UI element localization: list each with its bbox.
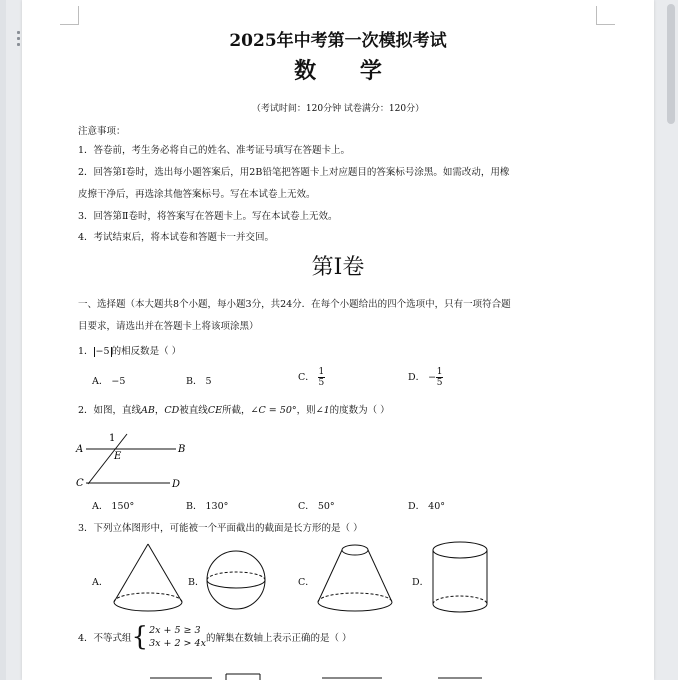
q2-option-c[interactable] [298,498,335,512]
option-label: B． [186,376,203,387]
fraction-denominator: 5 [436,378,443,388]
line-cd: CD [164,405,180,416]
stem-part: 所截， [222,405,251,416]
option-value: 150° [111,501,135,512]
q1-option-b[interactable] [186,373,212,387]
option-value: 50° [317,501,335,512]
figure-label-e: E [114,451,122,462]
question-1-stem-text: 的相反数是（ ） [111,346,182,357]
page-corner-mark-right [596,6,615,25]
option-value: 40° [428,501,445,512]
notice-line-4: 4．考试结束后，将本试卷和答题卡一并交回。 [78,232,275,243]
section-intro-line-2: 目要求，请选出并在答题卡上将该项涂黑） [78,321,259,332]
document-page [22,0,654,680]
notice-heading: 注意事项： [78,126,126,137]
exam-subject: 数 学 [294,58,400,84]
option-label: D． [408,501,426,512]
fraction [318,367,325,388]
angle-c-expression: ∠C = 50° [250,405,297,416]
q1-option-c[interactable] [298,367,325,388]
notice-line-2: 2．回答第Ⅰ卷时，选出每小题答案后，用2B铅笔把答题卡上对应题目的答案标号涂黑。如需改动，用橡 [78,167,510,178]
stem-part: 被直线 [179,405,208,416]
angle-1-expression: ∠1 [315,405,330,416]
q3-option-c-label[interactable]: C． [298,577,315,588]
fraction-numerator: 1 [436,367,443,377]
notice-line-2-cont: 皮擦干净后，再选涂其他答案标号。写在本试卷上无效。 [78,189,316,200]
fraction-denominator: 5 [318,378,325,388]
q2-option-b[interactable] [186,498,228,512]
cone-figure[interactable] [108,540,188,616]
notice-line-3: 3．回答第Ⅱ卷时，将答案写在答题卡上。写在本试卷上无效。 [78,211,338,222]
option-label: A． [92,501,109,512]
q1-option-a[interactable] [92,373,125,387]
figure-label-angle-1: 1 [109,433,116,444]
stem-part: 4．不等式组 [78,633,132,644]
page-corner-mark-left [60,6,79,25]
q2-option-d[interactable] [408,498,445,512]
q3-option-a-label[interactable]: A． [92,577,109,588]
stem-part: 的度数为（ ） [329,405,390,416]
exam-info: （考试时间：120分钟 试卷满分：120分） [251,104,425,114]
option-label: A． [92,376,109,387]
q3-option-b-label[interactable]: B． [188,577,205,588]
line-ab: AB [141,405,155,416]
option-value: 5 [205,376,212,387]
figure-label-c: C [76,478,84,489]
inequality-row-1: 2x + 5 ≥ 3 [149,625,201,636]
q2-option-a[interactable] [92,498,134,512]
option-label: B． [186,501,203,512]
option-value: 130° [205,501,229,512]
parallel-lines-figure [72,428,202,494]
question-4-stem [78,624,351,650]
stem-part: ，则 [296,405,316,416]
stem-part: 的解集在数轴上表示正确的是（ ） [205,633,352,644]
abs-value-expression: −5 [95,346,110,357]
question-1-stem [78,343,181,357]
left-panel-strip [0,0,6,680]
inequality-system [132,624,206,650]
figure-label-a: A [76,444,84,455]
option-value: −5 [111,376,126,387]
left-brace-icon: { [131,622,149,652]
stem-part: ， [154,405,165,416]
frustum-figure[interactable] [312,540,398,616]
q1-option-d[interactable] [408,367,443,388]
question-2-stem [78,402,390,416]
scrollbar-thumb[interactable] [667,4,675,124]
cylinder-figure[interactable] [430,538,490,618]
notice-line-1: 1．答卷前，考生务必将自己的姓名、准考证号填写在答题卡上。 [78,145,351,156]
question-1-number: 1． [78,346,94,357]
section-title: 第Ⅰ卷 [311,255,365,280]
sphere-figure[interactable] [204,548,270,612]
figure-label-d: D [172,479,181,490]
inequality-row-2: 3x + 2 > 4x [149,638,206,649]
line-ce: CE [207,405,223,416]
number-line-options-partial [142,670,522,680]
figure-label-b: B [178,444,186,455]
question-3-stem: 3．下列立体图形中，可能被一个平面截出的截面是长方形的是（ ） [78,523,363,534]
fraction [436,367,443,388]
option-label: C． [298,372,315,383]
section-intro-line-1: 一、选择题（本大题共8个小题，每小题3分，共24分．在每个小题给出的四个选项中，只有一项符合题 [78,299,511,310]
fraction-numerator: 1 [318,367,325,377]
option-label: C． [298,501,315,512]
stem-part: 2．如图，直线 [78,405,142,416]
vertical-scrollbar[interactable] [664,0,678,680]
exam-title: 2025年中考第一次模拟考试 [229,31,447,51]
option-label: D． [408,372,426,383]
minus-sign: − [428,372,437,383]
q3-option-d-label[interactable]: D． [412,577,430,588]
